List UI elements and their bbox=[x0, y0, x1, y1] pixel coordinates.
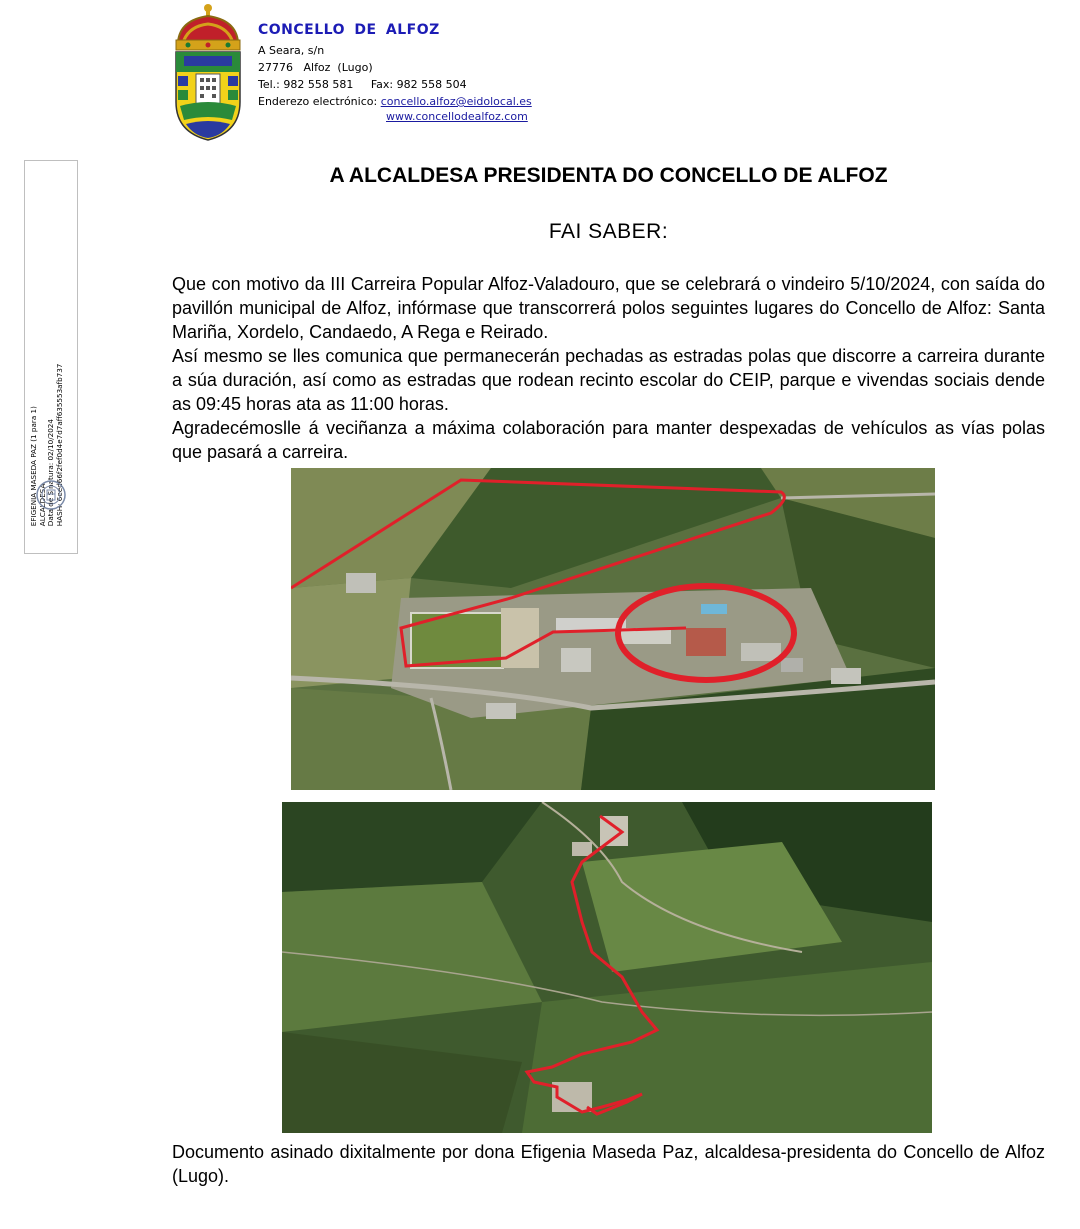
email-label: Enderezo electrónico: bbox=[258, 95, 381, 108]
paragraph-closures: Así mesmo se lles comunica que permanecerán pechadas as estradas polas que discorre a carreira durante a súa duración, así como as estradas que rodean recinto escolar do CEIP, parque e vivendas sociais dende as 09:45 horas ata as 11:00 horas. bbox=[172, 346, 1045, 414]
address-line: A Seara, s/n bbox=[258, 44, 325, 57]
stamp-date: Data de Sinatura: 02/10/2024 bbox=[46, 419, 55, 527]
org-name: CONCELLO DE ALFOZ bbox=[258, 22, 440, 38]
website-link[interactable]: www.concellodealfoz.com bbox=[386, 110, 528, 123]
municipal-crest-logo bbox=[170, 2, 246, 142]
signature-stamp bbox=[24, 160, 78, 554]
aerial-map-route bbox=[282, 802, 932, 1133]
stamp-role: ALCALDESA bbox=[37, 483, 47, 527]
email-line bbox=[258, 93, 532, 110]
stamp-text bbox=[30, 186, 64, 526]
email-link[interactable]: concello.alfoz@eidolocal.es bbox=[380, 95, 532, 108]
document-title: A ALCALDESA PRESIDENTA DO CONCELLO DE ALFOZ bbox=[329, 164, 888, 187]
postal-line: 27776 Alfoz (Lugo) bbox=[258, 61, 373, 74]
aerial-map-detail bbox=[291, 468, 935, 790]
stamp-signer: EFIGENIA MASEDA PAZ (1 para 1) bbox=[28, 406, 38, 527]
paragraph-route: Que con motivo da III Carreira Popular Alfoz-Valadouro, que se celebrará o vindeiro 5/10/2024, con saída do pavillón municipal de Alfoz, infórmase que transcorrerá polos seguintes lugares do Concello de Alfoz: Santa Mariña, Xordelo, Candaedo, A Rega e Reirado. bbox=[172, 274, 1045, 342]
document-subtitle: FAI SABER: bbox=[548, 220, 669, 243]
digital-signature-note: Documento asinado dixitalmente por dona Efigenia Maseda Paz, alcaldesa-presidenta do Concello de Alfoz (Lugo). bbox=[172, 1142, 1045, 1186]
phone-fax-line: Tel.: 982 558 581 Fax: 982 558 504 bbox=[258, 78, 467, 91]
paragraph-thanks: Agradecémoslle á veciñanza a máxima colaboración para manter despexadas de vehículos as vías polas que pasará a carreira. bbox=[172, 418, 1045, 462]
seal-icon bbox=[35, 479, 67, 511]
stamp-hash: HASH: 6eed66f2fef0d4e7d7aff635553afb737 bbox=[54, 363, 64, 527]
website-line bbox=[386, 110, 528, 123]
org-contact-block bbox=[258, 22, 532, 110]
